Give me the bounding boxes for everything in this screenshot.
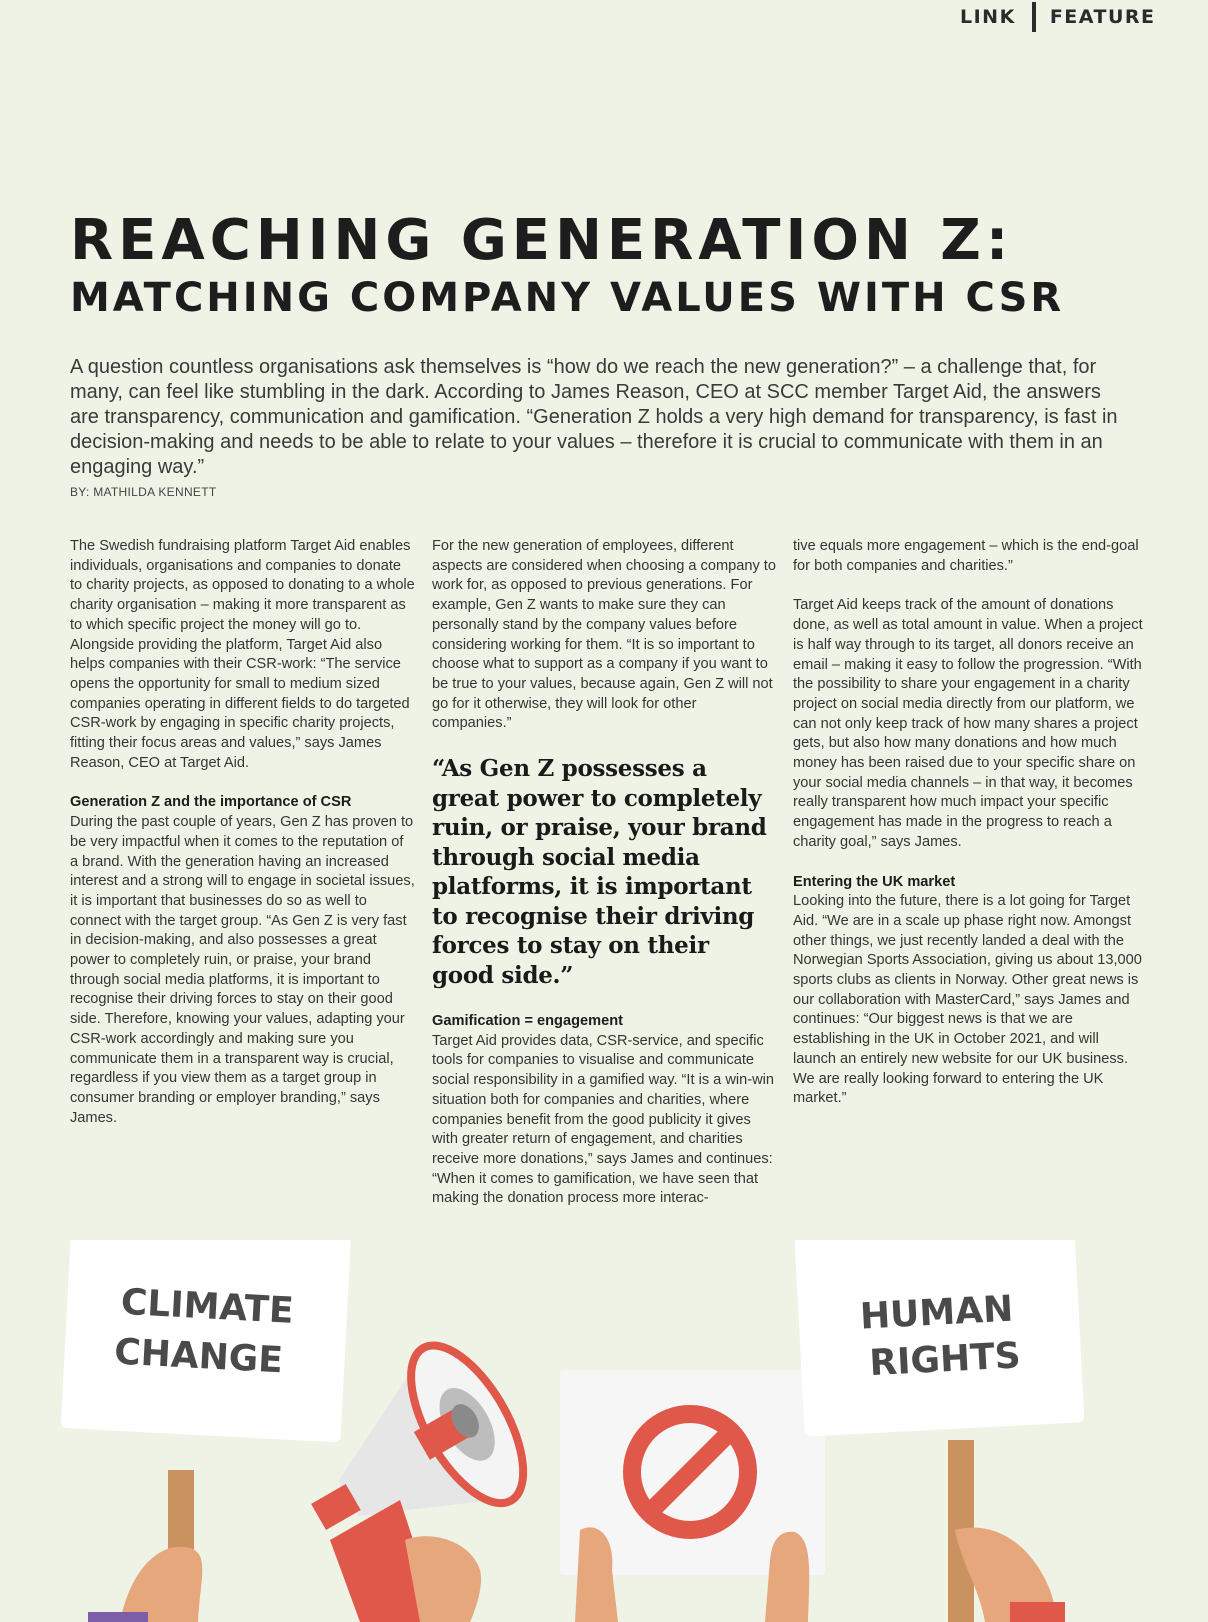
sleeve-right [1010, 1602, 1065, 1622]
tag-divider [1032, 2, 1036, 32]
protest-illustration [0, 1240, 1208, 1622]
byline: BY: MATHILDA KENNETT [70, 485, 217, 499]
paragraph: During the past couple of years, Gen Z has proven to be very impactful when it comes to the reputation of a brand. With the generation having an increased interest and a strong will to engage in societal issues, it is important that businesses do so as well to connect with the target group. “As Gen Z is very fast in decision-making, and also possesses a great power to completely ruin, or praise, your brand through social media platforms, it is important to recognise their driving forces to stay on their good side. Therefore, knowing your values, adapting your CSR-work accordingly and making sure you communicate them in a transparent way is crucial, regardless if you view them as a target group in consumer branding or employer branding,” says James. [70, 814, 415, 1126]
article-intro: A question countless organisations ask themselves is “how do we reach the new generation?” – a challenge that, for many, can feel like stumbling in the dark. According to James Reason, CEO at SCC member Target Aid, the answers are transparency, communication and gamification. “Generation Z holds a very high demand for transparency, is fast in decision-making and needs to be able to relate to your values – therefore it is crucial to communicate with them in an engaging way.” [70, 356, 1118, 478]
pull-quote: “As Gen Z possesses a great power to completely ruin, or praise, your brand through social media platforms, it is important to recognise their driving forces to stay on their good side.” [432, 755, 767, 989]
tag-feature: FEATURE [1049, 6, 1156, 28]
section-tags [960, 2, 1156, 32]
column-3 [793, 537, 1143, 1129]
paragraph: tive equals more engagement – which is the end-goal for both companies and charities.” [793, 538, 1139, 574]
tag-link: LINK [960, 6, 1016, 28]
section-heading: Gamification = engagement [432, 1013, 623, 1030]
article-title [70, 210, 1150, 324]
column-2 [432, 537, 777, 1229]
section-heading: Entering the UK market [793, 873, 956, 890]
hand-left [120, 1547, 202, 1622]
column-1 [70, 537, 415, 1148]
sign-human-line-2: RIGHTS [868, 1335, 1022, 1385]
sign-climate-line-2: CHANGE [113, 1331, 284, 1382]
paragraph: For the new generation of employees, different aspects are considered when choosing a company to work for, as opposed to previous generations. For example, Gen Z wants to make sure they can personally stand by the company values before considering working for them. “It is so important to choose what to support as a company if you want to be true to your values, because again, Gen Z will not go for it otherwise, they will look for other companies.” [432, 538, 776, 732]
sign-human-rights [794, 1240, 1084, 1437]
paragraph: The Swedish fundraising platform Target Aid enables individuals, organisations and companies to donate to charity projects, as opposed to donating to a whole charity organisation – making it more transparent as to which specific project the money will go to. Alongside providing the platform, Target Aid also helps companies with their CSR-work: “The service opens the opportunity for small to medium sized companies operating in different fields to do targeted CSR-work by engaging in specific charity projects, fitting their focus areas and values,” says James Reason, CEO at Target Aid. [70, 538, 415, 771]
section-heading: Generation Z and the importance of CSR [70, 794, 352, 811]
paragraph: Target Aid provides data, CSR-service, and specific tools for companies to visualise and communicate social responsibility in a gamified way. “It is a win-win situation both for companies and charities, where companies benefit from the good publicity it gives with greater return of engagement, and charities receive more donations,” says James and continues: “When it comes to gamification, we have seen that making the donation process more interac- [432, 1032, 774, 1207]
sign-climate-line-1: CLIMATE [119, 1281, 295, 1332]
paragraph: Target Aid keeps track of the amount of donations done, as well as total amount in value. When a project is half way through to its target, all donors receive an email – making it easy to follow the progression. “With the possibility to share your engagement in a charity project on social media directly from our platform, we can not only keep track of how many shares a project gets, but also how many donations and how much money has been raised due to your specific share on your social media channels – in that way, it becomes really transparent how much impact your specific engagement has made in the progress to reach a charity goal,” says James. [793, 597, 1143, 850]
paragraph: Looking into the future, there is a lot going for Target Aid. “We are in a scale up phase right now. Amongst other things, we just recently landed a deal with the Norwegian Sports Association, giving us about 13,000 sports clubs as clients in Norway. Other great news is our collaboration with MasterCard,” says James and continues: “Our biggest news is that we are establishing in the UK in October 2021, and will launch an entirely new website for our UK business. We are really looking forward to entering the UK market.” [793, 893, 1142, 1107]
sleeve-left [88, 1612, 148, 1622]
sign-human-line-1: HUMAN [859, 1288, 1015, 1338]
title-line-2: MATCHING COMPANY VALUES WITH CSR [70, 275, 1065, 321]
title-line-1: REACHING GENERATION Z: [70, 208, 1014, 273]
